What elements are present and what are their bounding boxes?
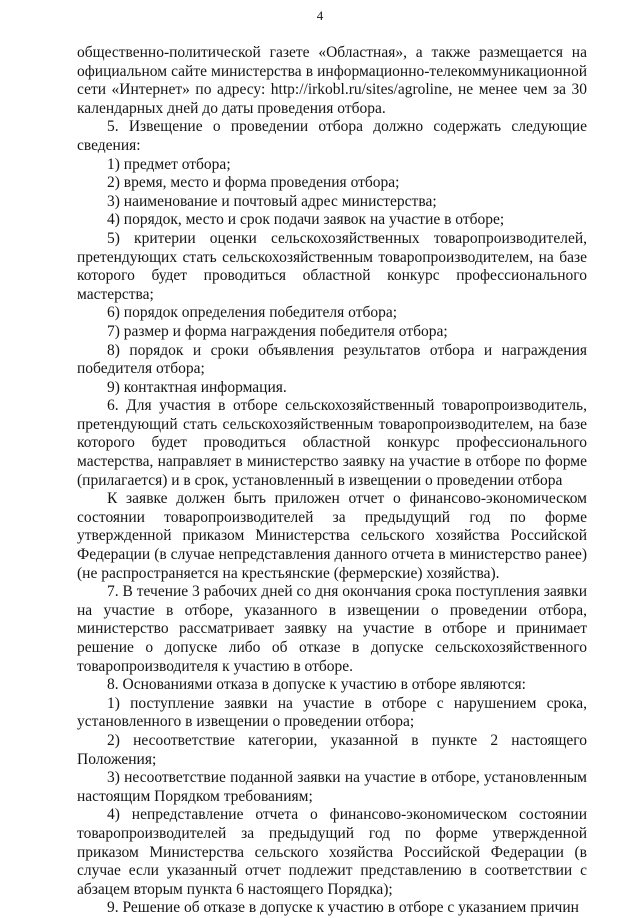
paragraph: 5) критерии оценки сельскохозяйственных товаропроизводителей, претендующих стать сельскохозяйственным товаропроизводителем, на базе которого будет проводиться областной конкурс профессионального мастерства;	[77, 229, 587, 303]
paragraph: 4) непредставление отчета о финансово-экономическом состоянии товаропроизводителей за предыдущий год по форме утвержденной приказом Министерства сельского хозяйства Российской Федерации (в случае если указанный отчет подлежит представлению в соответствии с абзацем вторым пункта 6 настоящего Порядка);	[77, 806, 587, 898]
paragraph: 3) наименование и почтовый адрес министерства;	[107, 192, 437, 210]
paragraph: 4) порядок, место и срок подачи заявок на участие в отборе;	[107, 211, 505, 229]
paragraph: 9. Решение об отказе в допуске к участию в отборе с указанием причин	[107, 899, 579, 917]
paragraph: К заявке должен быть приложен отчет о финансово-экономическом состоянии товаропроизводителей за предыдущий год по форме утвержденной приказом Министерства сельского хозяйства Российской Федерации (в случае непредставления данного отчета в министерство ранее) (не распространяется на крестьянские (фермерские) хозяйства).	[77, 490, 587, 582]
paragraph: 3) несоответствие поданной заявки на участие в отборе, установленным настоящим Порядком требованиям;	[77, 769, 587, 805]
paragraph: 6) порядок определения победителя отбора;	[107, 304, 398, 322]
paragraph: 5. Извещение о проведении отбора должно содержать следующие сведения:	[77, 118, 587, 154]
paragraph: общественно-политической газете «Областная», а также размещается на официальном сайте министерства в информационно-телекоммуникационной сети «Интернет» по адресу: http://irkobl.ru/sites/agroline, не менее чем за 30 календарных дней до даты проведения отбора.	[77, 44, 587, 117]
paragraph: 8) порядок и сроки объявления результатов отбора и награждения победителя отбора;	[77, 341, 587, 378]
paragraph: 1) предмет отбора;	[107, 155, 231, 173]
paragraph: 2) время, место и форма проведения отбора;	[107, 174, 400, 192]
paragraph: 9) контактная информация.	[107, 378, 287, 396]
paragraph: 8. Основаниями отказа в допуске к участию в отборе являются:	[107, 676, 526, 694]
page-number: 4	[316, 8, 324, 23]
paragraph: 1) поступление заявки на участие в отборе с нарушением срока, установленного в извещении о проведении отбора;	[77, 694, 587, 731]
document-body	[77, 44, 587, 918]
paragraph: 6. Для участия в отборе сельскохозяйственный товаропроизводитель, претендующий стать сельскохозяйственным товаропроизводителем, на базе которого будет проводиться областной конкурс профессионального мастерства, направляет в министерство заявку на участие в отборе по форме (прилагается) и в срок, установленный в извещении о проведении отбора	[77, 397, 587, 489]
paragraph: 7. В течение 3 рабочих дней со дня окончания срока поступления заявки на участие в отборе, указанного в извещении о проведении отбора, министерство рассматривает заявку на участие в отборе и принимает решение о допуске либо об отказе в допуске сельскохозяйственного товаропроизводителя к участию в отборе.	[77, 583, 587, 675]
paragraph: 7) размер и форма награждения победителя отбора;	[107, 322, 448, 340]
paragraph: 2) несоответствие категории, указанной в пункте 2 настоящего Положения;	[77, 731, 587, 768]
